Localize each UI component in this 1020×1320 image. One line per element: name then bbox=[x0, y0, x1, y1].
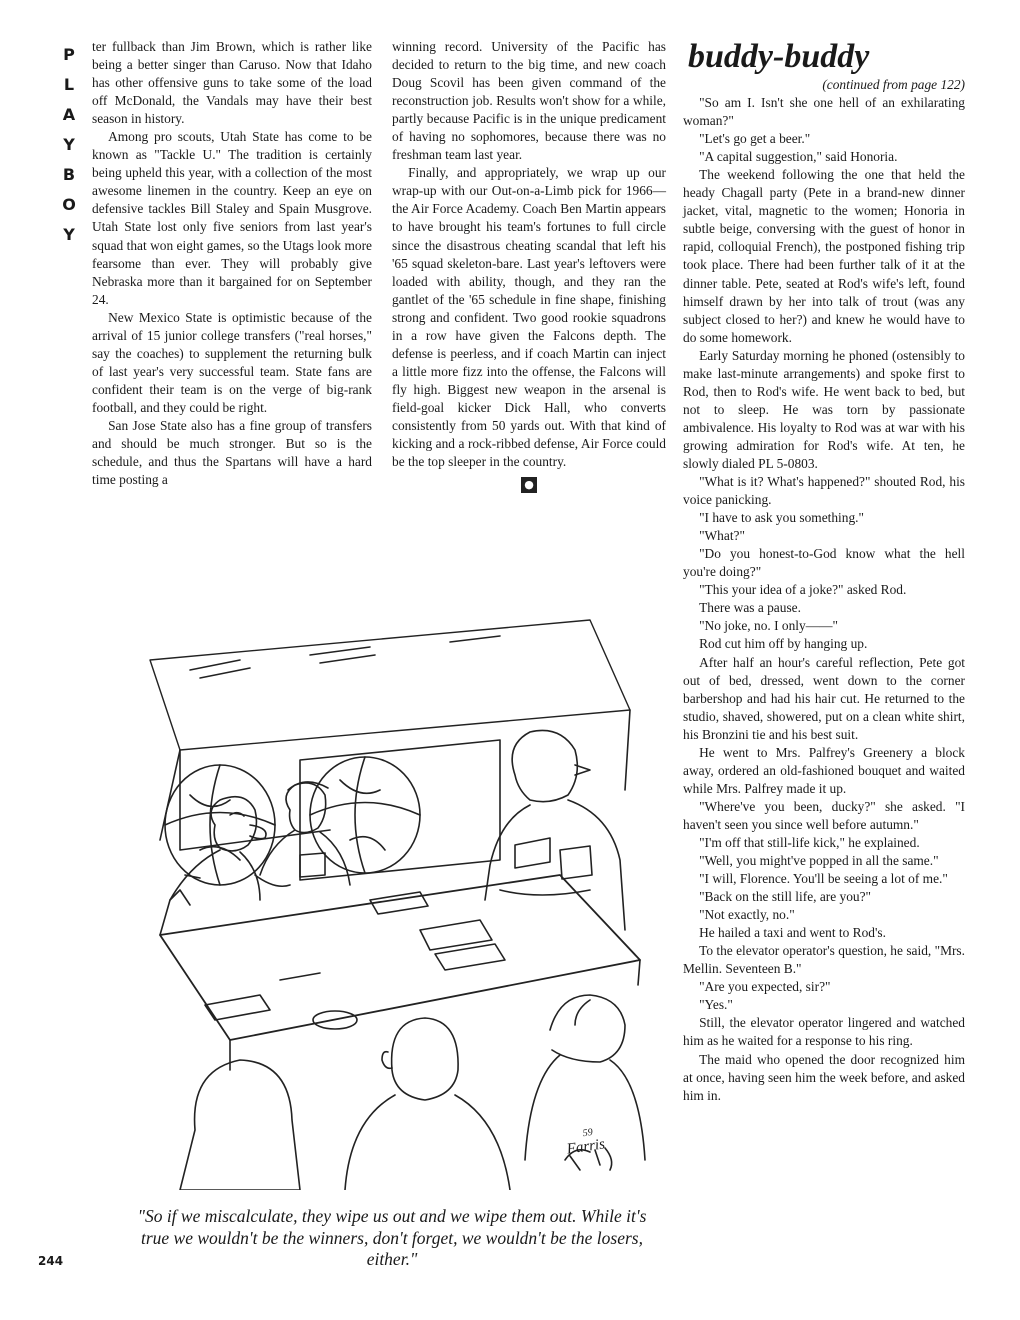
paragraph: To the elevator operator's question, he said, "Mrs. Mellin. Seventeen B." bbox=[683, 943, 965, 977]
masthead-letter: Y bbox=[63, 135, 75, 154]
paragraph: "Well, you might've popped in all the same." bbox=[699, 853, 939, 869]
paragraph: "Back on the still life, are you?" bbox=[699, 889, 872, 905]
paragraph: San Jose State also has a fine group of transfers and should be much stronger. But so is the schedule, and thus the Spartans will have a hard time posting a bbox=[92, 417, 372, 488]
masthead-letter: Y bbox=[63, 225, 75, 244]
paragraph: "I'm off that still-life kick," he explained. bbox=[699, 834, 920, 850]
cartoon-illustration bbox=[120, 600, 660, 1190]
paragraph: "So am I. Isn't she one hell of an exhilarating woman?" bbox=[683, 95, 965, 129]
paragraph: "Not exactly, no." bbox=[699, 907, 795, 923]
masthead-letter: L bbox=[63, 75, 75, 94]
paragraph: "No joke, no. I only——" bbox=[699, 618, 838, 634]
paragraph: He went to Mrs. Palfrey's Greenery a block away, ordered an old-fashioned bouquet and waited while Mrs. Palfrey made it up. bbox=[683, 744, 965, 796]
signature-year: 59 bbox=[582, 1126, 594, 1140]
story-body bbox=[683, 94, 965, 1105]
story-title: buddy-buddy bbox=[688, 38, 870, 75]
masthead-letter: O bbox=[62, 195, 76, 214]
paragraph: He hailed a taxi and went to Rod's. bbox=[699, 925, 886, 941]
paragraph: The maid who opened the door recognized him at once, having seen him the week before, and asked him in. bbox=[683, 1051, 965, 1103]
paragraph: "What is it? What's happened?" shouted Rod, his voice panicking. bbox=[683, 474, 965, 508]
paragraph: winning record. University of the Pacific has decided to return to the big time, and new coach Doug Scovil has been given command of the reconstruction job. Results won't show for a while, partly because Pacific is in the unique predicament of having no sophomores, because there was no freshman team last year. bbox=[392, 39, 666, 163]
signature-name: Farris bbox=[565, 1136, 606, 1158]
text-column-1 bbox=[92, 38, 372, 489]
masthead-letter: B bbox=[62, 165, 76, 184]
paragraph: "This your idea of a joke?" asked Rod. bbox=[699, 582, 907, 598]
continued-from-line: (continued from page 122) bbox=[822, 77, 965, 92]
cartoon-caption: "So if we miscalculate, they wipe us out and we wipe them out. While it's true we wouldn't be the winners, don't forget, we wouldn't be the losers, either." bbox=[137, 1206, 647, 1269]
paragraph: "Where've you been, ducky?" she asked. "I haven't seen you since well before autumn." bbox=[683, 798, 965, 832]
playboy-masthead bbox=[58, 40, 80, 250]
cartoonist-signature bbox=[564, 1125, 606, 1158]
paragraph: "Are you expected, sir?" bbox=[699, 979, 831, 995]
paragraph: "I will, Florence. You'll be seeing a lot of me." bbox=[699, 871, 948, 887]
paragraph: There was a pause. bbox=[699, 600, 801, 616]
paragraph: Finally, and appropriately, we wrap up our wrap-up with our Out-on-a-Limb pick for 1966—the Air Force Academy. Coach Ben Martin appears to have brought his team's fortunes to full circle since the disastrous cheating scandal that left his '65 squad skeleton-bare. Last year's leftovers were loaded with ability, though, and they ran the gantlet of the '65 schedule in fine shape, finishing strong and confident. Two good rookie squadrons in a row have given the Falcons depth. The defense is peerless, and if coach Martin can inject a little more fizz into the offense, the Falcons will fly high. Biggest new weapon in the arsenal is field-goal kicker Dick Hall, who converts consistently from 50 yards out. With that kind of kicking and a rock-ribbed defense, Air Force could be the top sleeper in the country. bbox=[392, 165, 666, 470]
paragraph: "I have to ask you something." bbox=[699, 510, 864, 526]
text-column-3 bbox=[683, 38, 965, 1105]
paragraph: "What?" bbox=[699, 528, 745, 544]
paragraph: Rod cut him off by hanging up. bbox=[699, 636, 868, 652]
paragraph: Among pro scouts, Utah State has come to be known as "Tackle U." The tradition is certainly being upheld this year, with a collection of the most awesome linemen in the country. Keep an eye on defensive tackles Bill Staley and Spain Musgrove. Utah State lost only five seniors from last year's squad that won eight games, so the Utags look more fearsome than ever. They will probably give Nebraska more than it bargained for on September 24. bbox=[92, 129, 372, 307]
text-column-2 bbox=[392, 38, 666, 493]
paragraph: "Yes." bbox=[699, 997, 733, 1013]
rabbit-head-end-mark-icon: ● bbox=[521, 477, 537, 493]
paragraph: Still, the elevator operator lingered and watched him as he waited for a response to his ring. bbox=[683, 1015, 965, 1049]
paragraph: ter fullback than Jim Brown, which is rather like being a better singer than Caruso. Now that Idaho has other offensive guns to take some of the load off McDonald, the Vandals may have their best season in history. bbox=[92, 39, 372, 127]
paragraph: New Mexico State is optimistic because of the arrival of 15 junior college transfers ("real horses," say the coaches) to supplement the returning bulk of last year's very successful team. State fans are confident their team is on the verge of big-rank football, and they could be right. bbox=[92, 309, 372, 415]
page-number: 244 bbox=[38, 1254, 64, 1268]
paragraph: "A capital suggestion," said Honoria. bbox=[699, 149, 898, 165]
paragraph: Early Saturday morning he phoned (ostensibly to make last-minute arrangements) and spoke first to Rod, then to Rod's wife. He went back to bed, but not to sleep. He was torn by passionate ambivalence. His loyalty to Rod was at war with his growing admiration for Rod's wife. At ten, he slowly dialed PL 5-0803. bbox=[683, 347, 965, 471]
paragraph: "Do you honest-to-God know what the hell you're doing?" bbox=[683, 546, 965, 580]
paragraph: "Let's go get a beer." bbox=[699, 131, 811, 147]
paragraph: The weekend following the one that held the heady Chagall party (Pete in a brand-new dinner jacket, vital, magnetic to the women; Honoria in subtle beige, conversing with the guest of honor in rapid, colloquial French), the postponed fishing trip took place. There had been further talk of it at the dinner table. Pete, seated at Rod's wife's left, found himself drawn by her into talk of trout (was any subject closed to her?) and knew he would have to do some homework. bbox=[683, 167, 965, 345]
paragraph: After half an hour's careful reflection, Pete got out of bed, dressed, went down to the corner barbershop and had his hair cut. He returned to the studio, shaved, showered, put on a clean white shirt, his Bronzini tie and his best suit. bbox=[683, 654, 965, 742]
masthead-letter: P bbox=[63, 45, 75, 64]
masthead-letter: A bbox=[62, 105, 76, 124]
